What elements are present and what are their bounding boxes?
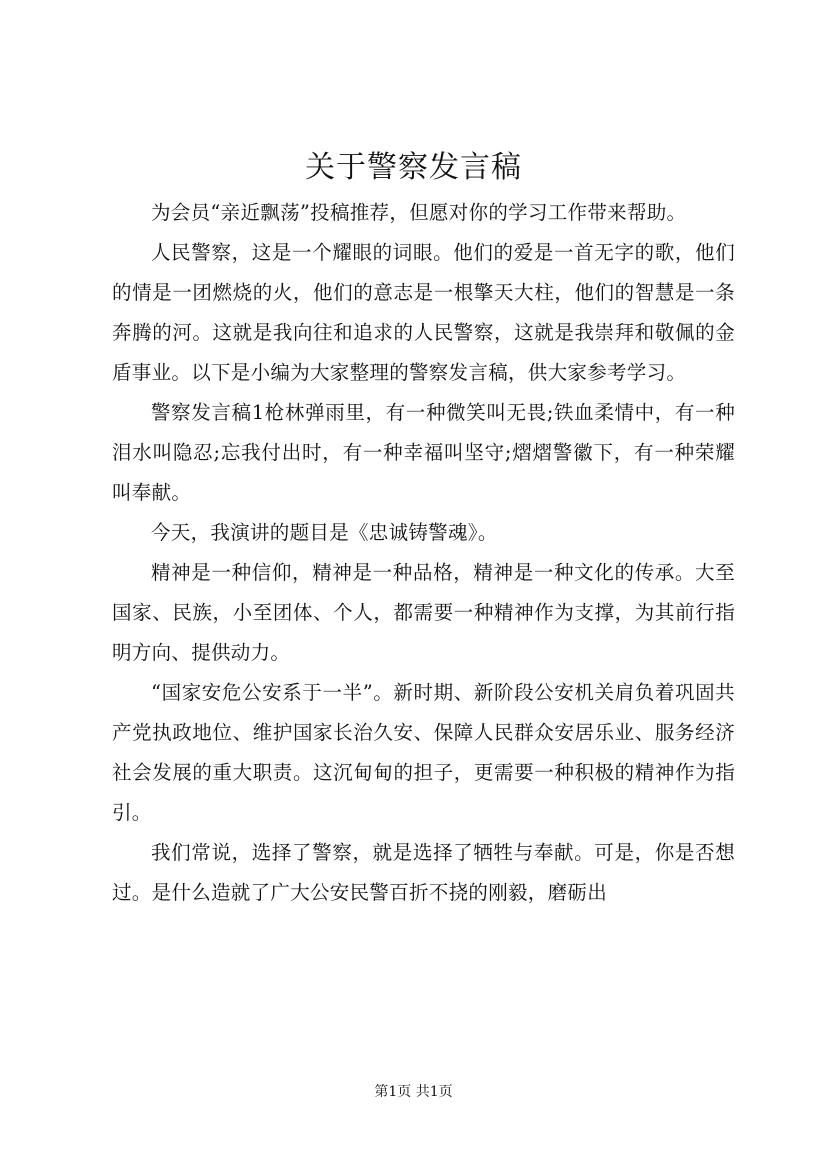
paragraph-national-security: “国家安危公安系于一半”。新时期、新阶段公安机关肩负着巩固共产党执政地位、维护国家长治久安、保障人民群众安居乐业、服务经济社会发展的重大职责。这沉甸甸的担子，更需要一种积极的精神作为指引。 (112, 681, 735, 824)
document-body (112, 193, 735, 913)
page-footer: 第1页 共1页 (374, 1084, 453, 1100)
paragraph-police-description: 人民警察，这是一个耀眼的词眼。他们的爱是一首无字的歌，他们的情是一团燃烧的火，他们的意志是一根擎天大柱，他们的智慧是一条奔腾的河。这就是我向往和追求的人民警察，这就是我崇拜和敬佩的金盾事业。以下是小编为大家整理的警察发言稿，供大家参考学习。 (112, 241, 735, 384)
paragraph-speech-topic: 今天，我演讲的题目是《忠诚铸警魂》。 (151, 521, 498, 544)
paragraph-sacrifice: 我们常说，选择了警察，就是选择了牺牲与奉献。可是，你是否想过。是什么造就了广大公安民警百折不挠的刚毅，磨砺出 (112, 841, 735, 904)
document-title: 关于警察发言稿 (305, 150, 522, 185)
paragraph-speech-one-opening: 警察发言稿1枪林弹雨里，有一种微笑叫无畏;铁血柔情中，有一种泪水叫隐忍;忘我付出时，有一种幸福叫坚守;熠熠警徽下，有一种荣耀叫奉献。 (112, 401, 735, 504)
paragraph-spirit: 精神是一种信仰，精神是一种品格，精神是一种文化的传承。大至国家、民族，小至团体、个人，都需要一种精神作为支撑，为其前行指明方向、提供动力。 (112, 561, 735, 664)
paragraph-intro: 为会员“亲近飘荡”投稿推荐，但愿对你的学习工作带来帮助。 (151, 201, 687, 224)
